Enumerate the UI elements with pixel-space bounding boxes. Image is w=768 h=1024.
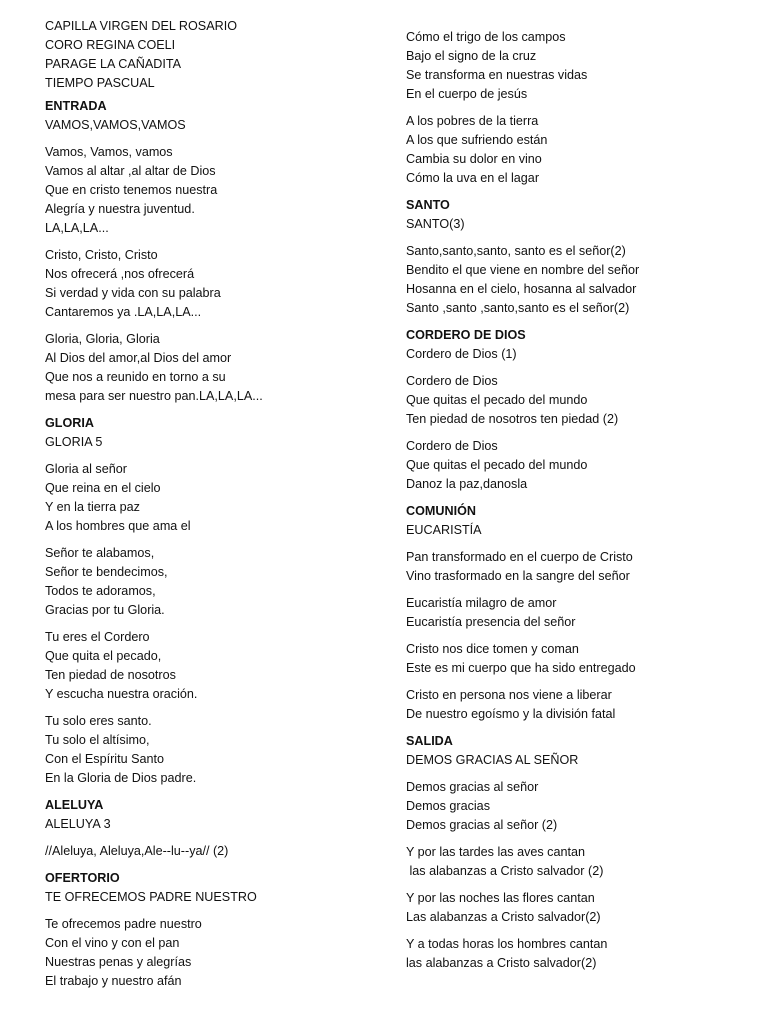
lyric-line: Cristo en persona nos viene a liberar — [406, 688, 612, 702]
lyric-line: Al Dios del amor,al Dios del amor — [45, 351, 232, 365]
section-header — [45, 796, 375, 834]
lyric-line: El trabajo y nuestro afán — [45, 974, 182, 988]
song-title: EUCARISTÍA — [406, 523, 482, 537]
stanza — [45, 842, 375, 861]
lyric-line: Las alabanzas a Cristo salvador(2) — [406, 910, 601, 924]
lyric-line: Que quitas el pecado del mundo — [406, 393, 588, 407]
lyric-line: Y por las tardes las aves cantan — [406, 845, 585, 859]
header-line: TIEMPO PASCUAL — [45, 76, 155, 90]
song-title: VAMOS,VAMOS,VAMOS — [45, 118, 186, 132]
lyric-line: Bajo el signo de la cruz — [406, 49, 537, 63]
header-line: CAPILLA VIRGEN DEL ROSARIO — [45, 19, 237, 33]
stanza — [406, 843, 746, 881]
song-section — [45, 97, 375, 406]
right-column — [406, 28, 746, 981]
stanza — [406, 548, 746, 586]
header-line: PARAGE LA CAÑADITA — [45, 57, 182, 71]
lyric-line: Señor te bendecimos, — [45, 565, 168, 579]
lyric-line: En el cuerpo de jesús — [406, 87, 528, 101]
stanza — [406, 28, 746, 104]
header-line: CORO REGINA COELI — [45, 38, 176, 52]
lyric-line: Cómo la uva en el lagar — [406, 171, 540, 185]
lyric-line: Tu eres el Cordero — [45, 630, 150, 644]
lyric-line: Demos gracias — [406, 799, 490, 813]
section-heading: GLORIA — [45, 416, 94, 430]
stanza — [406, 889, 746, 927]
lyric-line: Gloria al señor — [45, 462, 127, 476]
stanza — [45, 544, 375, 620]
section-header — [406, 502, 746, 540]
song-section — [406, 732, 746, 973]
lyric-line: Gracias por tu Gloria. — [45, 603, 165, 617]
lyric-line: Santo,santo,santo, santo es el señor(2) — [406, 244, 626, 258]
lyric-line: A los pobres de la tierra — [406, 114, 539, 128]
song-section — [406, 502, 746, 724]
song-title: SANTO(3) — [406, 217, 465, 231]
lyric-line: Y en la tierra paz — [45, 500, 140, 514]
lyric-line: Danoz la paz,danosla — [406, 477, 528, 491]
lyric-line: Nuestras penas y alegrías — [45, 955, 192, 969]
lyric-line: las alabanzas a Cristo salvador (2) — [406, 864, 604, 878]
stanza — [45, 330, 375, 406]
section-heading: CORDERO DE DIOS — [406, 328, 526, 342]
lyric-line: En la Gloria de Dios padre. — [45, 771, 197, 785]
lyric-line: Que quita el pecado, — [45, 649, 162, 663]
stanza — [45, 712, 375, 788]
lyric-line: Todos te adoramos, — [45, 584, 156, 598]
lyric-line: Este es mi cuerpo que ha sido entregado — [406, 661, 636, 675]
stanza — [406, 640, 746, 678]
left-column — [45, 17, 375, 999]
section-heading: OFERTORIO — [45, 871, 120, 885]
document-header — [45, 17, 375, 93]
song-section — [45, 869, 375, 991]
lyric-line: Vino trasformado en la sangre del señor — [406, 569, 630, 583]
lyric-line: Cordero de Dios — [406, 439, 498, 453]
lyric-line: Te ofrecemos padre nuestro — [45, 917, 202, 931]
section-header — [45, 869, 375, 907]
lyric-line: Bendito el que viene en nombre del señor — [406, 263, 640, 277]
stanza — [406, 242, 746, 318]
lyric-line: Con el vino y con el pan — [45, 936, 180, 950]
lyric-line: LA,LA,LA... — [45, 221, 109, 235]
lyric-line: Que reina en el cielo — [45, 481, 161, 495]
section-header — [45, 414, 375, 452]
lyric-line: Vamos, Vamos, vamos — [45, 145, 173, 159]
song-title: ALELUYA 3 — [45, 817, 111, 831]
stanza — [406, 778, 746, 835]
section-heading: COMUNIÓN — [406, 504, 476, 518]
lyric-line: Vamos al altar ,al altar de Dios — [45, 164, 216, 178]
lyric-line: Cristo, Cristo, Cristo — [45, 248, 158, 262]
lyric-line: Tu solo eres santo. — [45, 714, 152, 728]
lyric-line: Cómo el trigo de los campos — [406, 30, 566, 44]
section-heading: ENTRADA — [45, 99, 107, 113]
stanza — [45, 143, 375, 238]
stanza — [406, 594, 746, 632]
lyric-line: Ten piedad de nosotros ten piedad (2) — [406, 412, 619, 426]
lyric-line: Ten piedad de nosotros — [45, 668, 176, 682]
lyric-line: Tu solo el altísimo, — [45, 733, 150, 747]
lyric-line: Demos gracias al señor — [406, 780, 539, 794]
lyric-line: Cordero de Dios — [406, 374, 498, 388]
song-title: TE OFRECEMOS PADRE NUESTRO — [45, 890, 257, 904]
lyric-line: A los hombres que ama el — [45, 519, 191, 533]
section-heading: SALIDA — [406, 734, 453, 748]
lyric-line: Santo ,santo ,santo,santo es el señor(2) — [406, 301, 630, 315]
lyric-line: A los que sufriendo están — [406, 133, 548, 147]
lyric-line: Demos gracias al señor (2) — [406, 818, 558, 832]
lyric-line: De nuestro egoísmo y la división fatal — [406, 707, 616, 721]
stanza — [45, 915, 375, 991]
stanza — [45, 460, 375, 536]
stanza — [45, 246, 375, 322]
song-section — [45, 414, 375, 788]
lyric-line: Pan transformado en el cuerpo de Cristo — [406, 550, 633, 564]
section-header — [406, 732, 746, 770]
lyric-line: Si verdad y vida con su palabra — [45, 286, 221, 300]
lyric-line: Eucaristía milagro de amor — [406, 596, 557, 610]
lyric-line: //Aleluya, Aleluya,Ale--lu--ya// (2) — [45, 844, 229, 858]
lyric-line: Cambia su dolor en vino — [406, 152, 542, 166]
lyric-line: Cristo nos dice tomen y coman — [406, 642, 579, 656]
lyric-line: Cantaremos ya .LA,LA,LA... — [45, 305, 202, 319]
lyric-line: Que nos a reunido en torno a su — [45, 370, 226, 384]
song-title: GLORIA 5 — [45, 435, 103, 449]
lyric-line: las alabanzas a Cristo salvador(2) — [406, 956, 597, 970]
song-title: DEMOS GRACIAS AL SEÑOR — [406, 753, 579, 767]
song-section — [406, 28, 746, 188]
section-header — [45, 97, 375, 135]
section-heading: SANTO — [406, 198, 450, 212]
lyric-line: Y por las noches las flores cantan — [406, 891, 595, 905]
song-section — [406, 196, 746, 318]
stanza — [406, 686, 746, 724]
lyric-line: Que en cristo tenemos nuestra — [45, 183, 218, 197]
section-header — [406, 326, 746, 364]
stanza — [406, 372, 746, 429]
lyric-line: Con el Espíritu Santo — [45, 752, 165, 766]
section-header — [406, 196, 746, 234]
lyric-line: Y a todas horas los hombres cantan — [406, 937, 608, 951]
song-title: Cordero de Dios (1) — [406, 347, 517, 361]
song-section — [406, 326, 746, 494]
stanza — [406, 935, 746, 973]
song-section — [45, 796, 375, 861]
section-heading: ALELUYA — [45, 798, 104, 812]
stanza — [406, 437, 746, 494]
lyric-line: Alegría y nuestra juventud. — [45, 202, 195, 216]
lyric-line: Se transforma en nuestras vidas — [406, 68, 588, 82]
lyric-line: Y escucha nuestra oración. — [45, 687, 198, 701]
lyric-line: mesa para ser nuestro pan.LA,LA,LA... — [45, 389, 263, 403]
lyric-line: Eucaristía presencia del señor — [406, 615, 576, 629]
lyric-line: Hosanna en el cielo, hosanna al salvador — [406, 282, 637, 296]
lyric-line: Nos ofrecerá ,nos ofrecerá — [45, 267, 195, 281]
lyric-line: Señor te alabamos, — [45, 546, 155, 560]
lyric-line: Gloria, Gloria, Gloria — [45, 332, 160, 346]
lyric-line: Que quitas el pecado del mundo — [406, 458, 588, 472]
stanza — [406, 112, 746, 188]
stanza — [45, 628, 375, 704]
